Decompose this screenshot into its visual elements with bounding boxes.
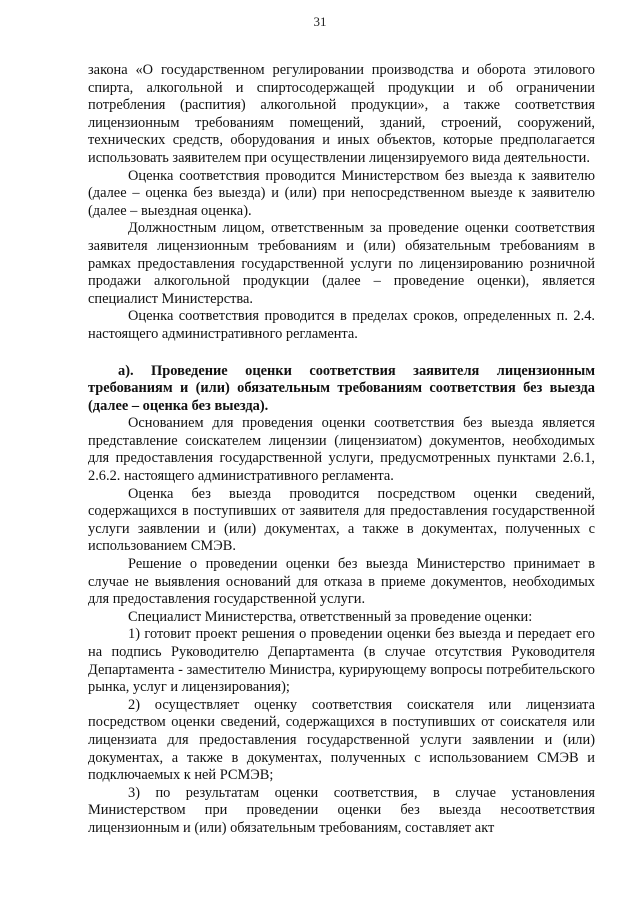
paragraph-law-reference: закона «О государственном регулировании производства и оборота этилового спирта, алкогольной и спиртосодержащей продукции и об ограничении потребления (распития) алкогольной продукции», а также соответствия лицензионным требованиям помещений, зданий, строений, сооружений, технических средств, оборудования и иных объектов, которые предполагается использовать заявителем при осуществлении лицензируемого вида деятельности.: [88, 62, 595, 166]
paragraph-method: Оценка без выезда проводится посредством оценки сведений, содержащихся в поступивших от заявителя для предоставления государственной услуги заявлении и (или) документах, а также в документах, полученных с использованием СМЭВ.: [88, 485, 595, 555]
paragraph-grounds: Основанием для проведения оценки соответствия без выезда является представление соискателем лицензии (лицензиатом) документов, необходимых для предоставления государственной услуги, предусмотренных пунктами 2.6.1, 2.6.2. настоящего административного регламента.: [88, 415, 595, 485]
document-body: [88, 62, 595, 838]
paragraph-assessment-deadline: Оценка соответствия проводится в пределах сроков, определенных п. 2.4. настоящего административного регламента.: [88, 308, 595, 342]
list-item-3: 3) по результатам оценки соответствия, в случае установления Министерством при проведении оценки без выезда несоответствия лицензионным и (или) обязательным требованиям, составляет акт: [88, 784, 595, 836]
list-item-1: 1) готовит проект решения о проведении оценки без выезда и передает его на подпись Руководителю Департамента (в случае отсутствия Руководителя Департамента - заместителю Министра, курирующему вопросы потребительского рынка, услуг и лицензирования);: [88, 626, 595, 696]
paragraph-decision: Решение о проведении оценки без выезда Министерство принимает в случае не выявления оснований для отказа в приеме документов, необходимых для предоставления государственной услуги.: [88, 556, 595, 608]
page-number: 31: [313, 14, 327, 29]
list-item-2: 2) осуществляет оценку соответствия соискателя или лицензиата посредством оценки сведений, содержащихся в поступивших от соискателя или лицензиата для предоставления государственной услуги заявлении и (или) документах, а также в документах, полученных с использованием СМЭВ и подключаемых к ней РСМЭВ;: [88, 696, 595, 784]
paragraph-assessment-types: Оценка соответствия проводится Министерством без выезда к заявителю (далее – оценка без выезда) и (или) при непосредственном выезде к заявителю (далее – выездная оценка).: [88, 167, 595, 219]
paragraph-responsible-official: Должностным лицом, ответственным за проведение оценки соответствия заявителя лицензионным требованиям и (или) обязательным требованиям в рамках предоставления государственной услуги по лицензированию розничной продажи алкогольной продукции (далее – проведение оценки), является специалист Министерства.: [88, 220, 595, 307]
section-heading: а). Проведение оценки соответствия заявителя лицензионным требованиям и (или) обязательным требованиям соответствия без выезда (далее – оценка без выезда).: [88, 362, 595, 414]
paragraph-specialist-intro: Специалист Министерства, ответственный за проведение оценки:: [128, 608, 533, 625]
